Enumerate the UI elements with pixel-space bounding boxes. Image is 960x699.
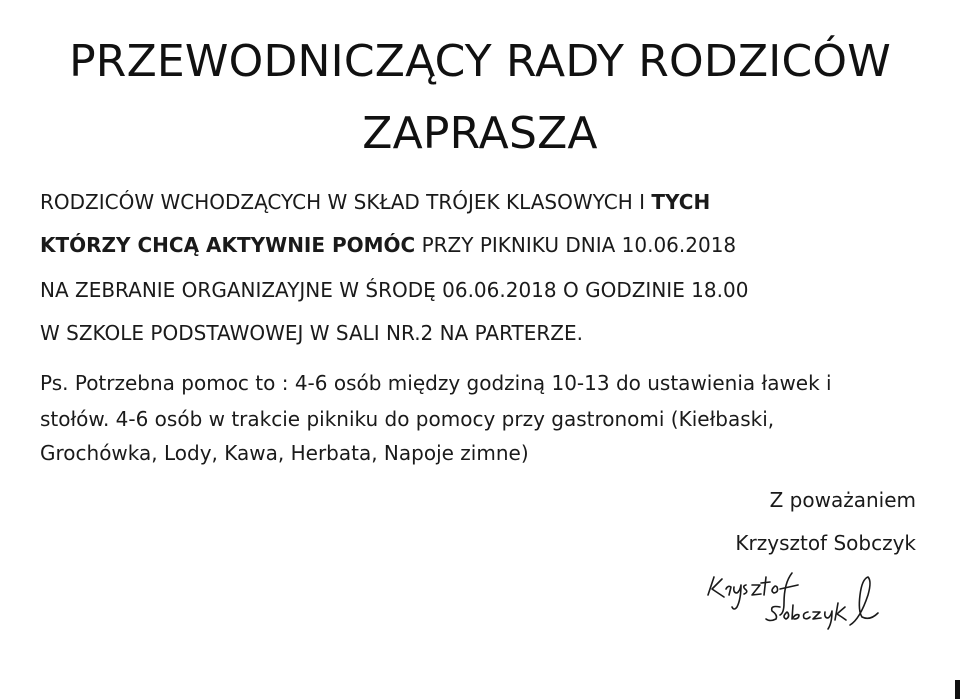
page-edge-mark — [955, 680, 960, 699]
body-line-2 — [40, 232, 736, 258]
closing-greeting: Z poważaniem — [769, 488, 916, 512]
body-line-1-bold: TYCH — [651, 190, 711, 214]
body-line-1 — [40, 189, 710, 215]
signer-name: Krzysztof Sobczyk — [735, 531, 916, 555]
body-line-4: W SZKOLE PODSTAWOWEJ W SALI NR.2 NA PARTERZE. — [40, 321, 583, 345]
title-line-1: PRZEWODNICZĄCY RADY RODZICÓW — [69, 36, 891, 87]
ps-line-1: Ps. Potrzebna pomoc to : 4-6 osób między godziną 10-13 do ustawienia ławek i — [40, 371, 832, 395]
body-line-2-bold: KTÓRZY CHCĄ AKTYWNIE POMÓC — [40, 233, 416, 257]
body-line-2-text: PRZY PIKNIKU DNIA 10.06.2018 — [415, 233, 737, 257]
body-line-1-text: RODZICÓW WCHODZĄCYCH W SKŁAD TRÓJEK KLASOWYCH I — [40, 190, 652, 214]
title-line-2: ZAPRASZA — [362, 108, 598, 159]
body-line-3: NA ZEBRANIE ORGANIZAYJNE W ŚRODĘ 06.06.2018 O GODZINIE 18.00 — [40, 278, 749, 302]
handwritten-signature — [700, 555, 890, 635]
ps-line-3: Grochówka, Lody, Kawa, Herbata, Napoje zimne) — [40, 441, 529, 465]
ps-line-2: stołów. 4-6 osób w trakcie pikniku do pomocy przy gastronomi (Kiełbaski, — [40, 407, 775, 431]
